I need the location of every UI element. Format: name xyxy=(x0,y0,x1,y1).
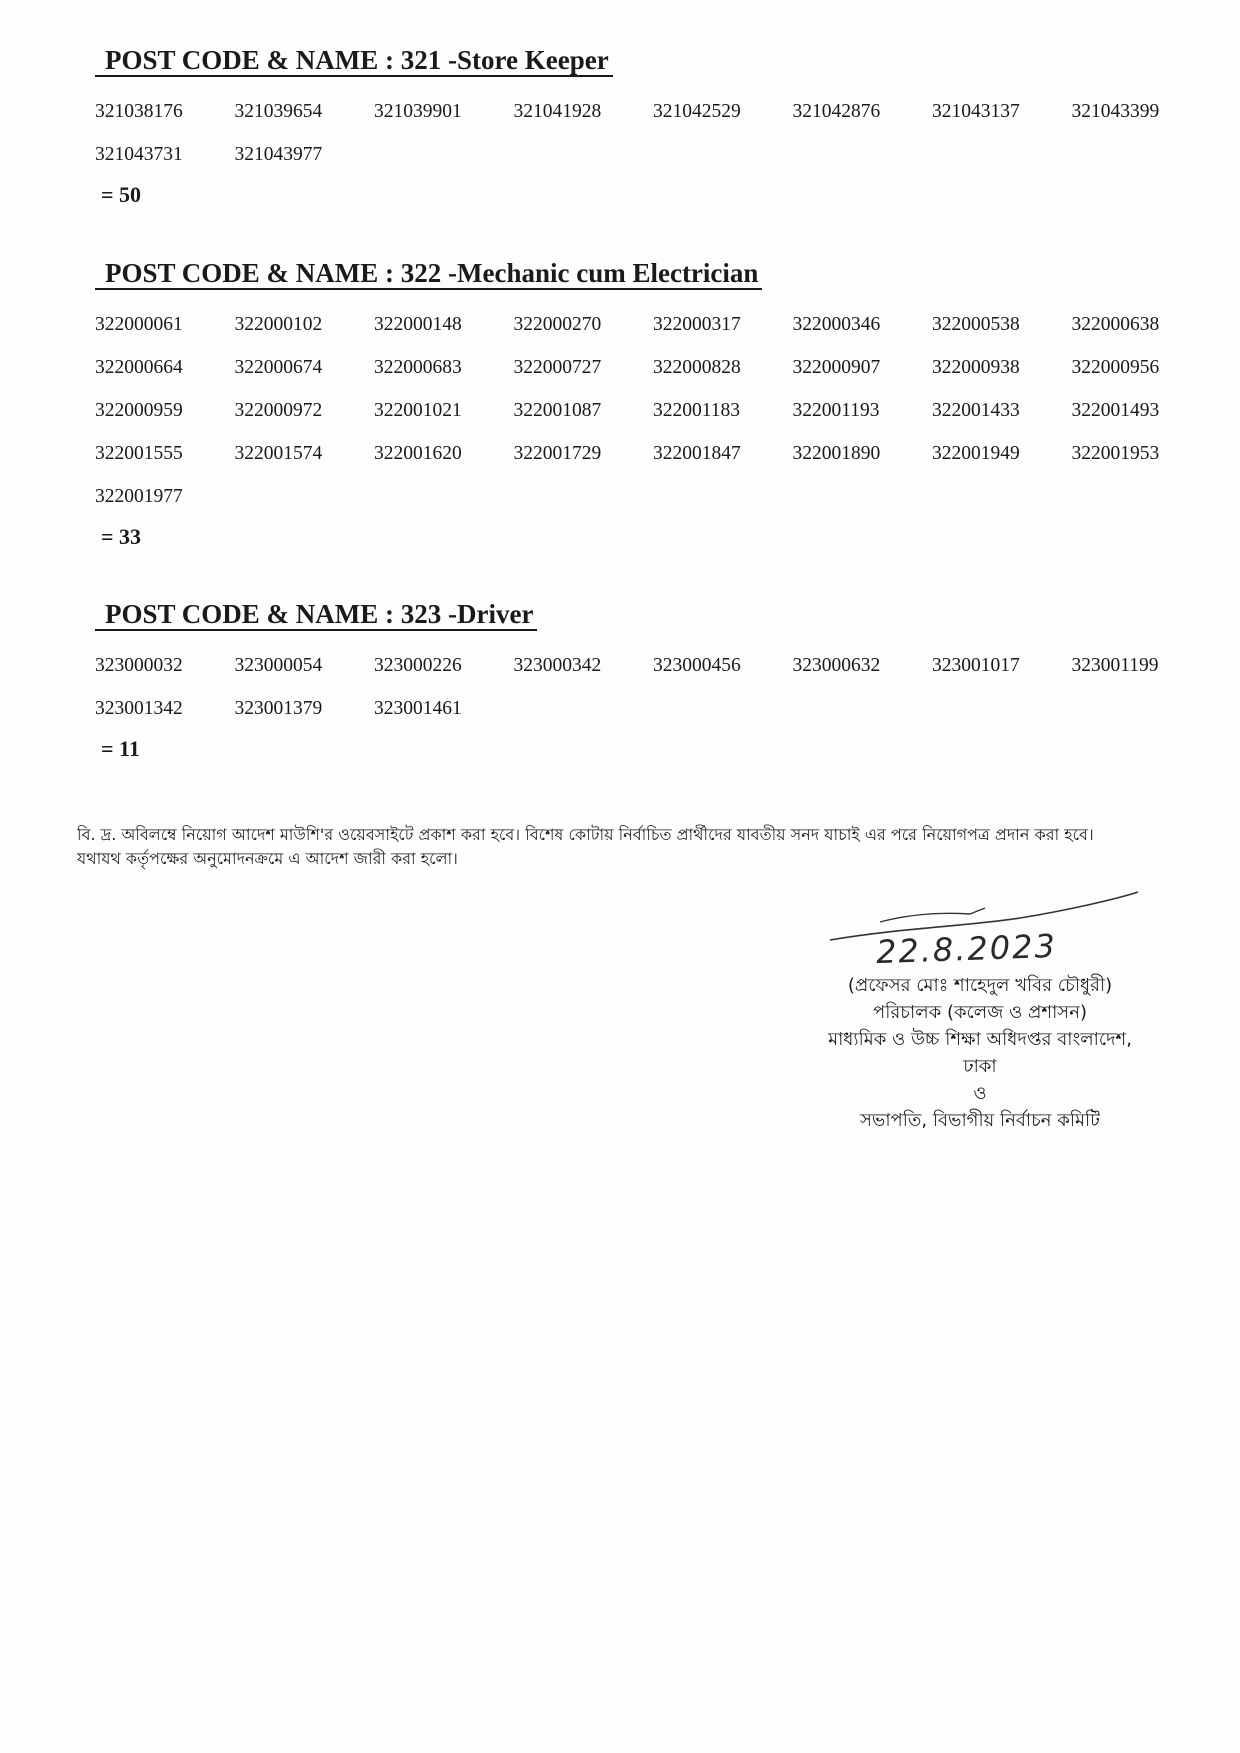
roll-number: 322001087 xyxy=(513,400,602,421)
roll-number: 321038176 xyxy=(95,101,183,122)
section-store-keeper xyxy=(95,45,1195,210)
roll-number: 323001342 xyxy=(95,698,183,719)
roll-number: 323000456 xyxy=(653,655,741,676)
roll-number: 322000828 xyxy=(653,357,741,378)
roll-number: 323001379 xyxy=(234,698,323,719)
section-total: = 50 xyxy=(101,182,142,207)
section-total: = 11 xyxy=(101,736,140,761)
roll-number: 322001890 xyxy=(792,443,881,464)
section-title: POST CODE & NAME : 321 -Store Keeper xyxy=(95,45,613,77)
roll-number: 322001949 xyxy=(932,443,1020,464)
section-driver xyxy=(95,599,1195,764)
roll-number: 322000907 xyxy=(792,357,881,378)
roll-number: 322001555 xyxy=(95,443,183,464)
roll-number: 322001847 xyxy=(653,443,741,464)
signatory-city: ঢাকা xyxy=(963,1056,997,1077)
roll-number: 322000148 xyxy=(374,314,462,335)
roll-number: 322000270 xyxy=(513,314,602,335)
roll-number: 323001199 xyxy=(1071,655,1159,676)
roll-number: 322000674 xyxy=(234,357,323,378)
section-total: = 33 xyxy=(101,524,142,549)
roll-number-grid xyxy=(95,97,1195,170)
signatory-name: (প্রফেসর মোঃ শাহেদুল খবির চৌধুরী) xyxy=(847,975,1113,996)
roll-number: 322000683 xyxy=(374,357,462,378)
roll-number-grid xyxy=(95,651,1195,724)
roll-number: 322000061 xyxy=(95,314,183,335)
roll-number: 322001574 xyxy=(234,443,323,464)
note-line-1: বি. দ্র. অবিলম্বে নিয়োগ আদেশ মাউশি'র ওয়েবসাইটে প্রকাশ করা হবে। বিশেষ কোটায় নির্বাচিত প্রার্থীদের যাবতীয় সনদ যাচাই এর পরে নিয়োগপত্র প্রদান করা হবে। xyxy=(77,825,1094,844)
roll-number: 321041928 xyxy=(513,101,602,122)
roll-number: 321042529 xyxy=(653,101,741,122)
roll-number: 321043137 xyxy=(932,101,1020,122)
roll-number: 323001461 xyxy=(374,698,462,719)
section-mechanic-cum-electrician xyxy=(95,258,1195,552)
roll-number: 323000226 xyxy=(374,655,462,676)
roll-number: 322000638 xyxy=(1071,314,1160,335)
roll-number: 323000054 xyxy=(234,655,323,676)
signature-date: 22.8.2023 xyxy=(875,926,1058,972)
roll-number: 321042876 xyxy=(792,101,881,122)
signatory-designation: পরিচালক (কলেজ ও প্রশাসন) xyxy=(873,1002,1087,1023)
roll-number: 322000102 xyxy=(234,314,323,335)
roll-number: 322001953 xyxy=(1071,443,1160,464)
roll-number: 322001193 xyxy=(792,400,880,421)
roll-number: 322000938 xyxy=(932,357,1020,378)
roll-number: 322000972 xyxy=(234,400,323,421)
signatory-conjunction: ও xyxy=(973,1083,987,1104)
note-paragraph xyxy=(77,823,1222,871)
roll-number: 322000317 xyxy=(653,314,741,335)
roll-number: 323000632 xyxy=(792,655,881,676)
roll-number: 322001433 xyxy=(932,400,1020,421)
signature-block xyxy=(760,885,1200,1134)
roll-number: 321039654 xyxy=(234,101,323,122)
roll-number: 322000346 xyxy=(792,314,881,335)
signatory-role: সভাপতি, বিভাগীয় নির্বাচন কমিটি xyxy=(860,1110,1100,1131)
roll-number: 321043731 xyxy=(95,144,183,165)
roll-number: 323001017 xyxy=(932,655,1020,676)
roll-number: 322001021 xyxy=(374,400,462,421)
section-title: POST CODE & NAME : 323 -Driver xyxy=(95,599,537,631)
roll-number: 322001729 xyxy=(513,443,602,464)
roll-number: 323000032 xyxy=(95,655,183,676)
roll-number-grid xyxy=(95,310,1195,512)
roll-number: 322000727 xyxy=(513,357,602,378)
roll-number: 322001977 xyxy=(95,486,183,507)
roll-number: 321043399 xyxy=(1071,101,1160,122)
section-title: POST CODE & NAME : 322 -Mechanic cum Electrician xyxy=(95,258,762,290)
roll-number: 322000538 xyxy=(932,314,1020,335)
roll-number: 322001620 xyxy=(374,443,462,464)
roll-number: 322001493 xyxy=(1071,400,1160,421)
signatory-office: মাধ্যমিক ও উচ্চ শিক্ষা অধিদপ্তর বাংলাদেশ, xyxy=(828,1029,1132,1050)
roll-number: 322000959 xyxy=(95,400,183,421)
roll-number: 322001183 xyxy=(653,400,741,421)
roll-number: 321043977 xyxy=(234,144,323,165)
roll-number: 322000664 xyxy=(95,357,183,378)
note-line-2: যথাযথ কর্তৃপক্ষের অনুমোদনক্রমে এ আদেশ জারী করা হলো। xyxy=(77,849,458,868)
roll-number: 321039901 xyxy=(374,101,462,122)
roll-number: 323000342 xyxy=(513,655,602,676)
roll-number: 322000956 xyxy=(1071,357,1160,378)
